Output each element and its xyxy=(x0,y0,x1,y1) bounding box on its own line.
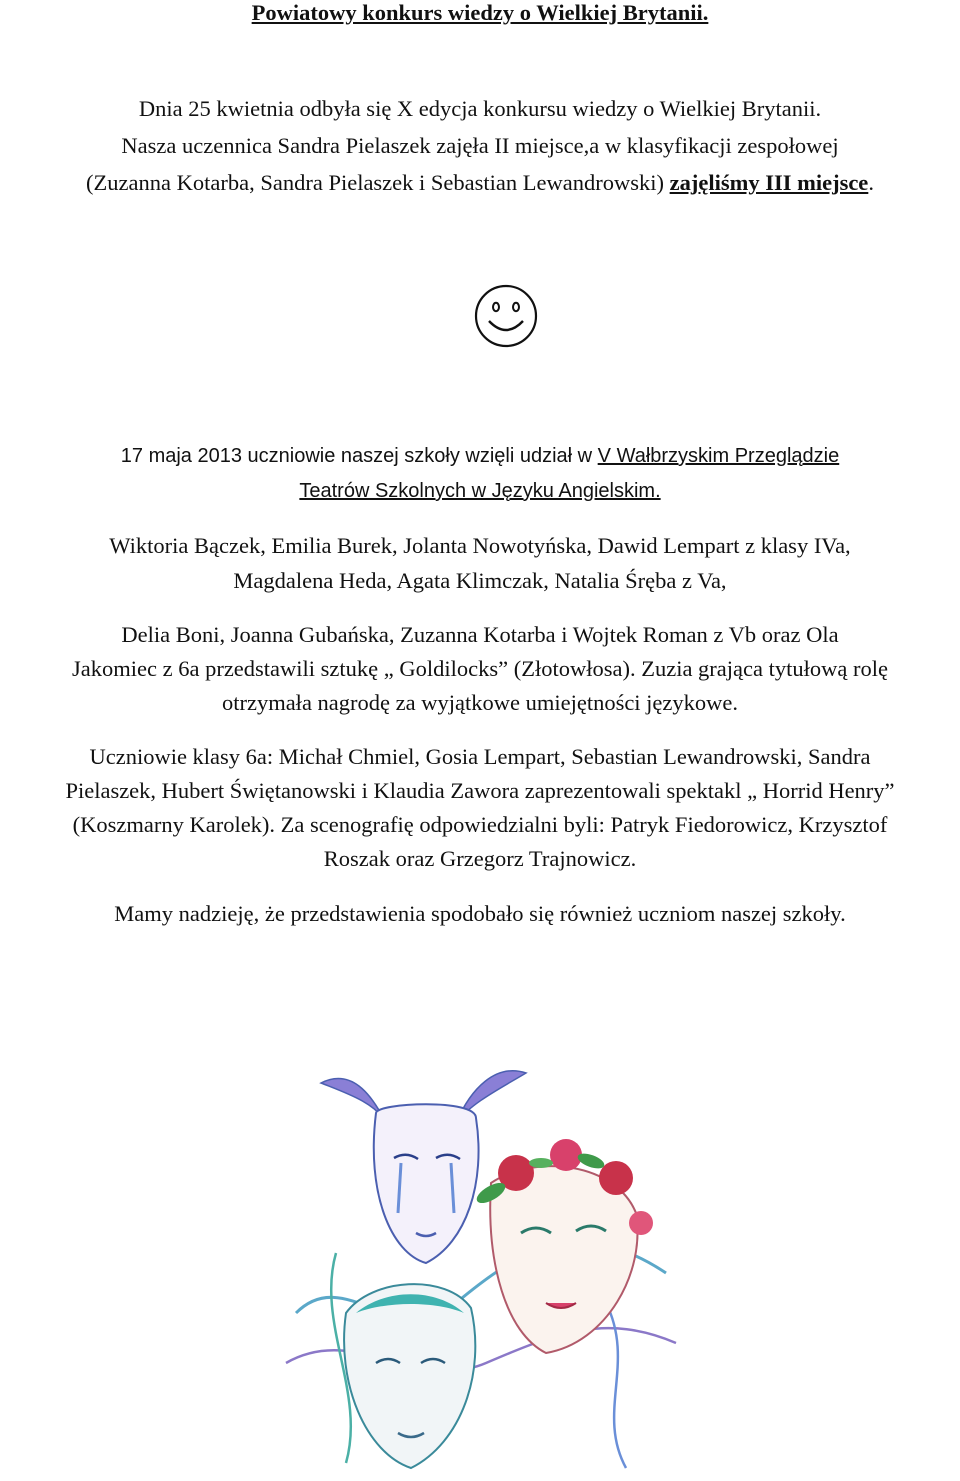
paragraph-1-line-3 xyxy=(0,170,960,196)
teal-mosaic-mask xyxy=(344,1284,475,1468)
paragraph-3-line-1: Wiktoria Bączek, Emilia Burek, Jolanta Nowotyńska, Dawid Lempart z klasy IVa, xyxy=(109,533,851,558)
theatre-masks-illustration xyxy=(276,1063,684,1475)
paragraph-1-text: (Zuzanna Kotarba, Sandra Pielaszek i Sebastian Lewandrowski) xyxy=(86,170,664,195)
paragraph-1-period: . xyxy=(868,170,874,195)
closing-sentence: Mamy nadzieję, że przedstawienia spodobało się również uczniom naszej szkoły. xyxy=(114,901,846,926)
paragraph-2-text: 17 maja 2013 uczniowie naszej szkoły wzięli udział w xyxy=(120,445,593,467)
paragraph-4-line-3: (Koszmarny Karolek). Za scenografię odpowiedzialni byli: Patryk Fiedorowicz, Krzysztof xyxy=(72,812,888,837)
paragraph-4-line-4: Roszak oraz Grzegorz Trajnowicz. xyxy=(323,846,637,871)
festival-link-part-1: V Wałbrzyskim Przeglądzie xyxy=(597,445,840,467)
paragraph-3-line-4: Jakomiec z 6a przedstawili sztukę „ Goldilocks” (Złotowłosa). Zuzia grająca tytułową rolę xyxy=(72,656,888,681)
paragraph-2-line-1 xyxy=(0,445,960,468)
paragraph-1-line-1: Dnia 25 kwietnia odbyła się X edycja konkursu wiedzy o Wielkiej Brytanii. xyxy=(138,96,822,121)
paragraph-4-line-1: Uczniowie klasy 6a: Michał Chmiel, Gosia Lempart, Sebastian Lewandrowski, Sandra xyxy=(89,744,871,769)
result-emphasis: zajęliśmy III miejsce xyxy=(669,170,869,195)
rose-wreath-mask xyxy=(474,1139,653,1353)
festival-link-part-2: Teatrów Szkolnych w Języku Angielskim. xyxy=(299,480,661,502)
paragraph-3-line-5: otrzymała nagrodę za wyjątkowe umiejętności językowe. xyxy=(221,690,739,715)
paragraph-3-line-2: Magdalena Heda, Agata Klimczak, Natalia Śręba z Va, xyxy=(233,568,727,593)
paragraph-4-line-2: Pielaszek, Hubert Świętanowski i Klaudia Zawora zaprezentowali spektakl „ Horrid Henry” xyxy=(65,778,895,803)
paragraph-3-line-3: Delia Boni, Joanna Gubańska, Zuzanna Kotarba i Wojtek Roman z Vb oraz Ola xyxy=(121,622,839,647)
paragraph-1-line-2: Nasza uczennica Sandra Pielaszek zajęła II miejsce,a w klasyfikacji zespołowej xyxy=(121,133,839,158)
document-title: Powiatowy konkurs wiedzy o Wielkiej Brytanii. xyxy=(251,0,709,25)
smiley-face-icon xyxy=(473,283,539,349)
